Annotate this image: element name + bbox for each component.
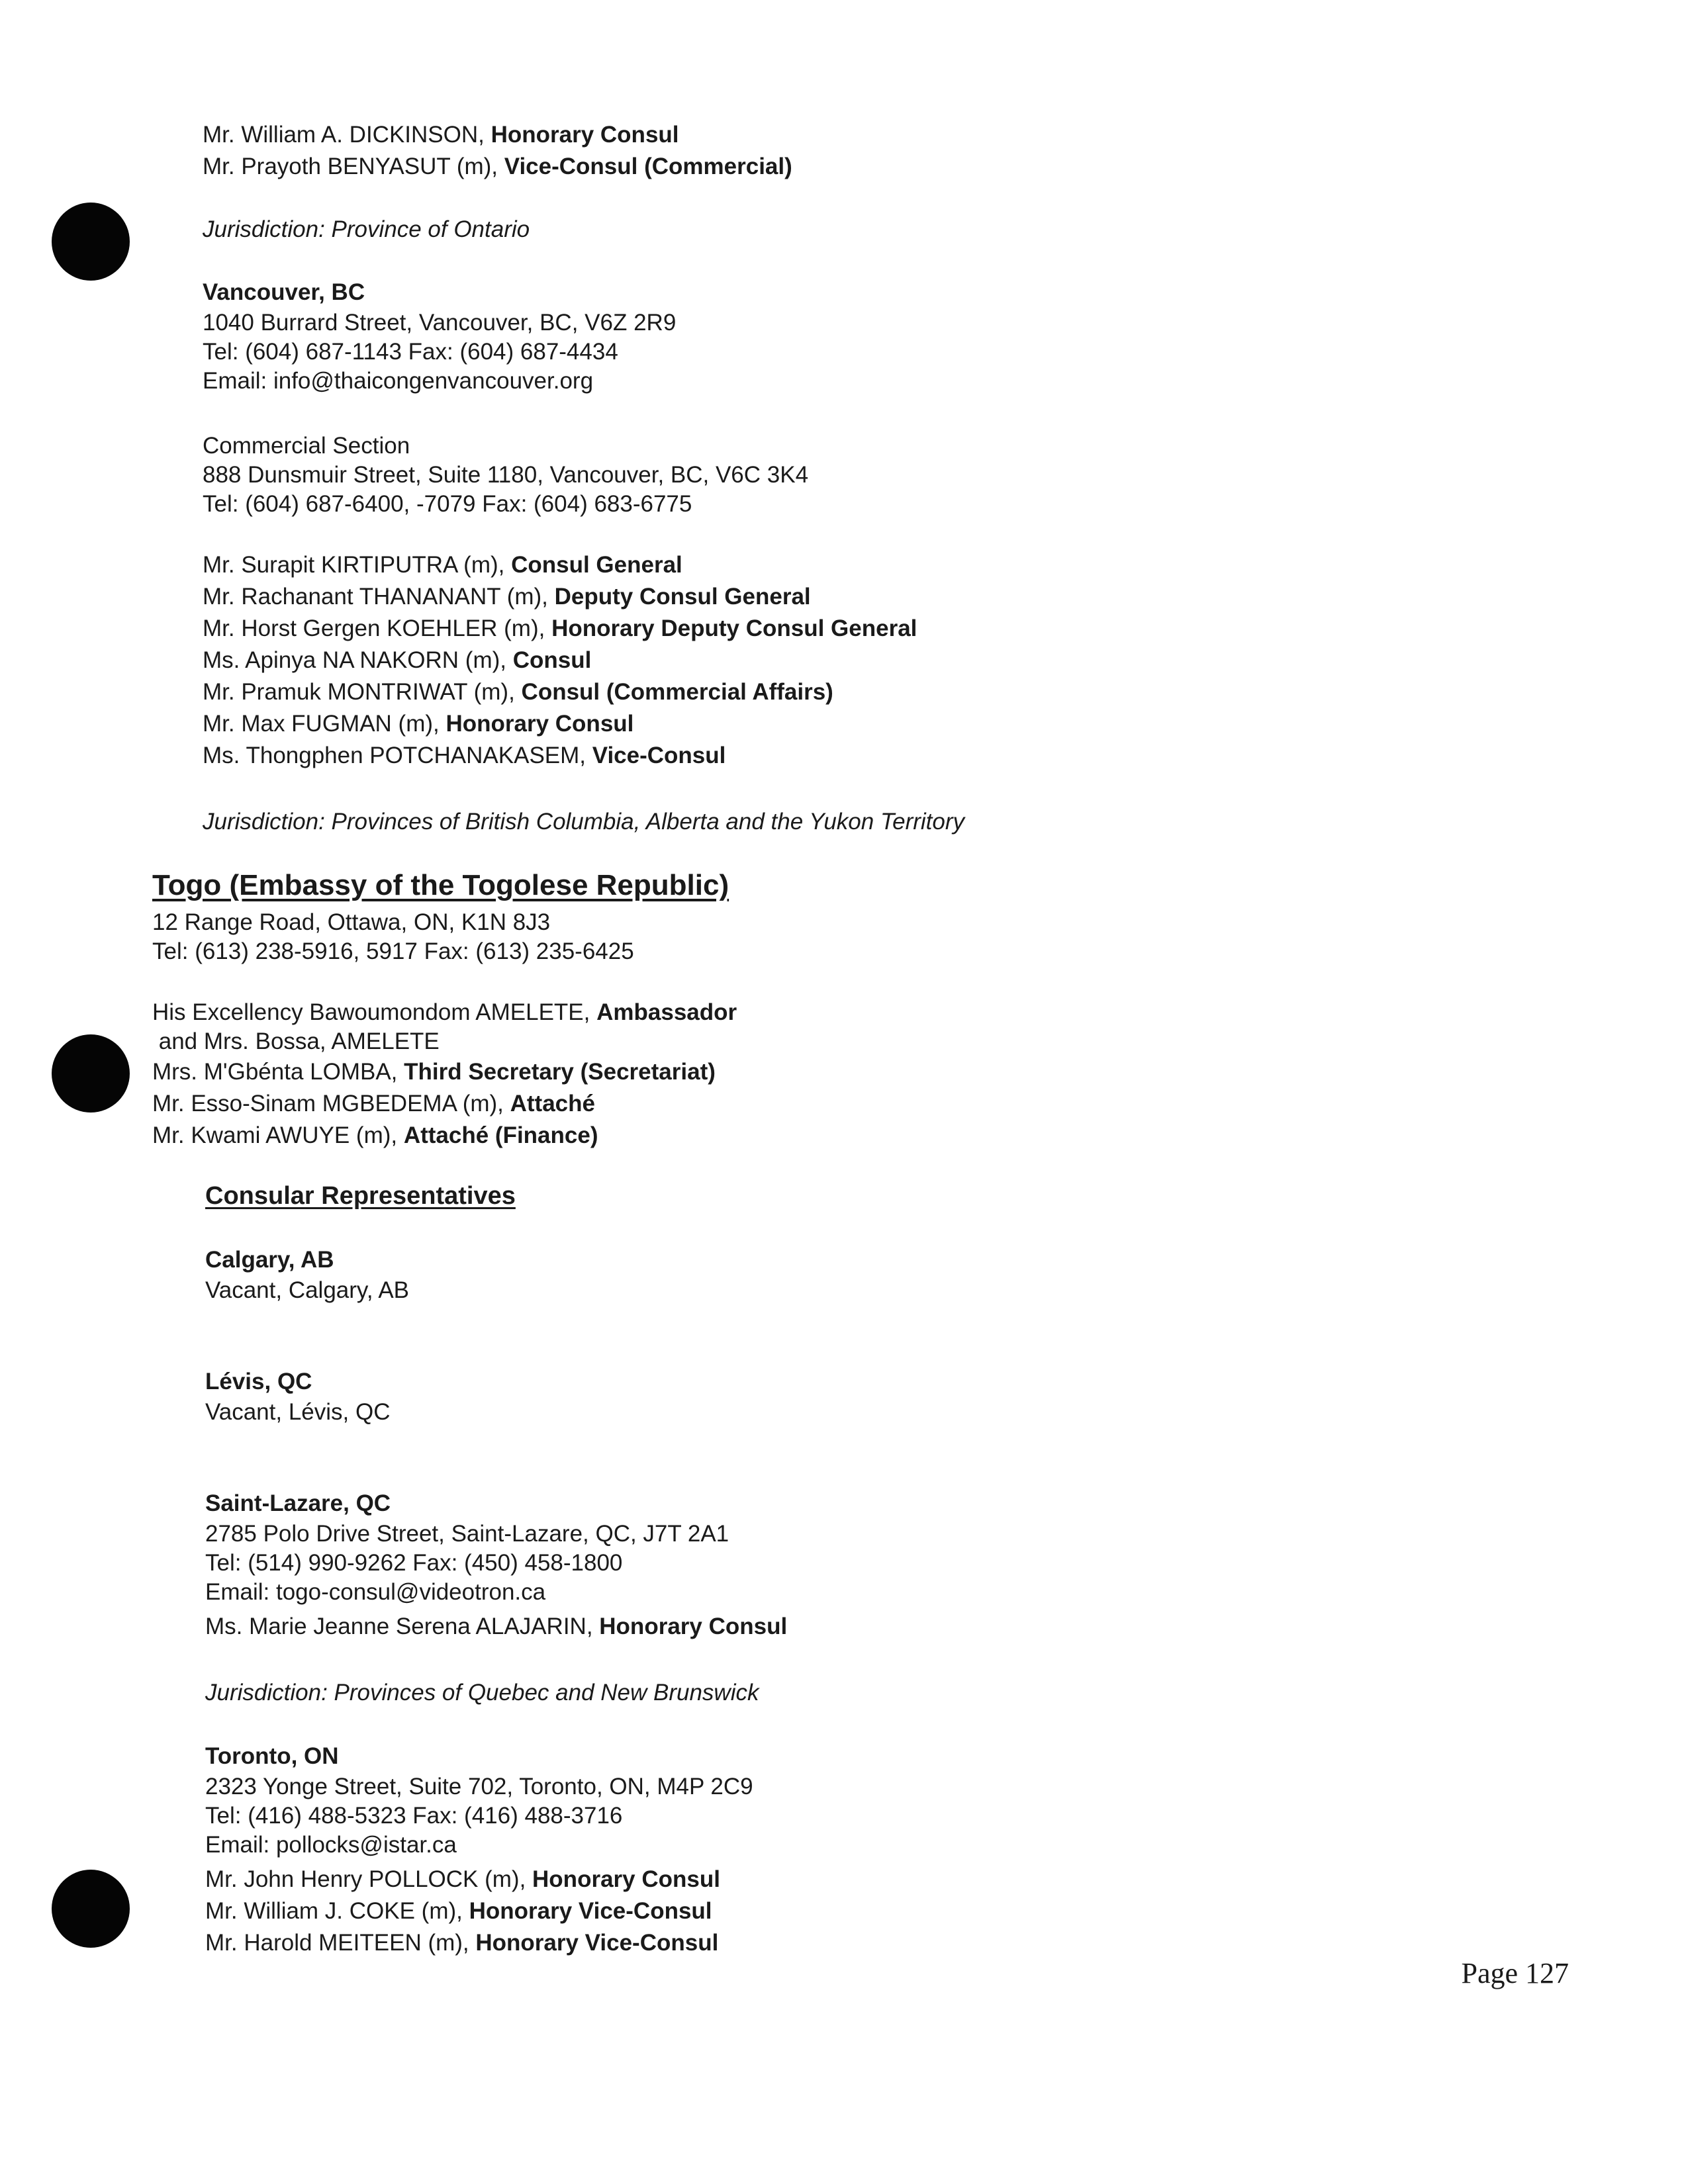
- levis-heading: Lévis, QC: [205, 1369, 312, 1394]
- official-title: Consul: [512, 647, 592, 673]
- vancouver-officials: [203, 549, 917, 772]
- punch-hole-top: [52, 203, 130, 281]
- official-line: [203, 740, 917, 772]
- vancouver-tel: Tel: (604) 687-1143 Fax: (604) 687-4434: [203, 339, 618, 365]
- official-name: Mr. Max FUGMAN (m),: [203, 711, 446, 737]
- official-name: Mr. William J. COKE (m),: [205, 1898, 469, 1924]
- official-title: Consul (Commercial Affairs): [521, 679, 833, 705]
- consular-representatives-heading: Consular Representatives: [205, 1182, 516, 1210]
- saint-lazare-section: [205, 1488, 787, 1643]
- official-name: Ms. Thongphen POTCHANAKASEM,: [203, 743, 592, 768]
- commercial-address: 888 Dunsmuir Street, Suite 1180, Vancouver, BC, V6C 3K4: [203, 462, 809, 488]
- vancouver-section: [203, 277, 676, 396]
- official-line: [205, 1895, 753, 1927]
- toronto-email: Email: pollocks@istar.ca: [205, 1832, 457, 1858]
- official-name: Mr. Prayoth BENYASUT (m),: [203, 154, 504, 179]
- togo-address: 12 Range Road, Ottawa, ON, K1N 8J3: [152, 909, 551, 935]
- official-line: [203, 708, 917, 740]
- calgary-text: Vacant, Calgary, AB: [205, 1277, 410, 1303]
- official-name: Mr. Esso-Sinam MGBEDEMA (m),: [152, 1091, 510, 1116]
- official-title: Ambassador: [596, 999, 737, 1025]
- official-title: Honorary Consul: [445, 711, 634, 737]
- official-title: Vice-Consul: [592, 743, 726, 768]
- official-name: Ms. Marie Jeanne Serena ALAJARIN,: [205, 1614, 600, 1639]
- commercial-tel: Tel: (604) 687-6400, -7079 Fax: (604) 683-6775: [203, 491, 692, 517]
- toronto-tel: Tel: (416) 488-5323 Fax: (416) 488-3716: [205, 1803, 623, 1829]
- official-name: Mr. Rachanant THANANANT (m),: [203, 584, 555, 610]
- vancouver-commercial-section: [203, 432, 808, 519]
- official-name: Mr. Harold MEITEEN (m),: [205, 1930, 476, 1956]
- levis-section: [205, 1366, 390, 1427]
- calgary-heading: Calgary, AB: [205, 1247, 334, 1273]
- official-name: Mr. William A. DICKINSON,: [203, 122, 491, 148]
- official-title: Attaché: [510, 1091, 595, 1116]
- top-officials: [203, 119, 792, 183]
- vancouver-email: Email: info@thaicongenvancouver.org: [203, 368, 594, 394]
- official-name: Mr. Pramuk MONTRIWAT (m),: [203, 679, 522, 705]
- commercial-label: Commercial Section: [203, 433, 410, 459]
- official-line: [203, 119, 792, 151]
- ambassador-line: [152, 998, 737, 1027]
- official-title: Consul General: [511, 552, 682, 578]
- vancouver-heading: Vancouver, BC: [203, 279, 365, 305]
- togo-officials: [152, 998, 737, 1152]
- official-title: Deputy Consul General: [554, 584, 811, 610]
- official-name: Mr. John Henry POLLOCK (m),: [205, 1866, 533, 1892]
- official-title: Honorary Consul: [599, 1614, 788, 1639]
- official-line: [152, 1088, 737, 1120]
- vancouver-jurisdiction: Jurisdiction: Provinces of British Columbia, Alberta and the Yukon Territory: [203, 809, 965, 835]
- official-name: Mr. Surapit KIRTIPUTRA (m),: [203, 552, 512, 578]
- official-line: [203, 151, 792, 183]
- saint-lazare-heading: Saint-Lazare, QC: [205, 1490, 391, 1516]
- country-heading-togo: Togo (Embassy of the Togolese Republic): [152, 869, 729, 901]
- official-line: [203, 581, 917, 613]
- saint-lazare-email: Email: togo-consul@videotron.ca: [205, 1579, 546, 1605]
- official-line: [152, 1056, 737, 1088]
- official-line: [205, 1864, 753, 1895]
- official-title: Vice-Consul (Commercial): [504, 154, 792, 179]
- punch-hole-middle: [52, 1034, 130, 1113]
- toronto-heading: Toronto, ON: [205, 1743, 339, 1769]
- toronto-address: 2323 Yonge Street, Suite 702, Toronto, ON, M4P 2C9: [205, 1774, 753, 1799]
- official-title: Honorary Consul: [491, 122, 679, 148]
- official-title: Honorary Consul: [532, 1866, 720, 1892]
- levis-text: Vacant, Lévis, QC: [205, 1399, 391, 1425]
- official-name: Mr. Kwami AWUYE (m),: [152, 1122, 404, 1148]
- page-number: Page 127: [1461, 1957, 1569, 1989]
- official-name: Ms. Apinya NA NAKORN (m),: [203, 647, 513, 673]
- saint-lazare-jurisdiction: Jurisdiction: Provinces of Quebec and New Brunswick: [205, 1680, 759, 1706]
- toronto-section: [205, 1741, 753, 1959]
- togo-tel: Tel: (613) 238-5916, 5917 Fax: (613) 235-6425: [152, 938, 634, 964]
- official-line: [203, 676, 917, 708]
- official-title: Honorary Vice-Consul: [475, 1930, 719, 1956]
- togo-embassy-contact: [152, 908, 634, 966]
- official-title: Attaché (Finance): [403, 1122, 598, 1148]
- official-line: [205, 1927, 753, 1959]
- official-title: Honorary Vice-Consul: [469, 1898, 712, 1924]
- vancouver-address: 1040 Burrard Street, Vancouver, BC, V6Z 2R9: [203, 310, 677, 336]
- official-title: Honorary Deputy Consul General: [551, 615, 917, 641]
- official-line: [205, 1611, 787, 1643]
- official-line: [152, 1120, 737, 1152]
- calgary-section: [205, 1244, 409, 1305]
- saint-lazare-address: 2785 Polo Drive Street, Saint-Lazare, QC, J7T 2A1: [205, 1521, 729, 1547]
- official-title: Third Secretary (Secretariat): [404, 1059, 716, 1085]
- saint-lazare-tel: Tel: (514) 990-9262 Fax: (450) 458-1800: [205, 1550, 623, 1576]
- official-line: [203, 613, 917, 645]
- official-line: [203, 645, 917, 676]
- ambassador-spouse: and Mrs. Bossa, AMELETE: [152, 1028, 440, 1054]
- ontario-jurisdiction: Jurisdiction: Province of Ontario: [203, 216, 530, 242]
- official-line: [203, 549, 917, 581]
- punch-hole-bottom: [52, 1870, 130, 1948]
- official-name: Mrs. M'Gbénta LOMBA,: [152, 1059, 404, 1085]
- official-name: Mr. Horst Gergen KOEHLER (m),: [203, 615, 552, 641]
- official-name: His Excellency Bawoumondom AMELETE,: [152, 999, 597, 1025]
